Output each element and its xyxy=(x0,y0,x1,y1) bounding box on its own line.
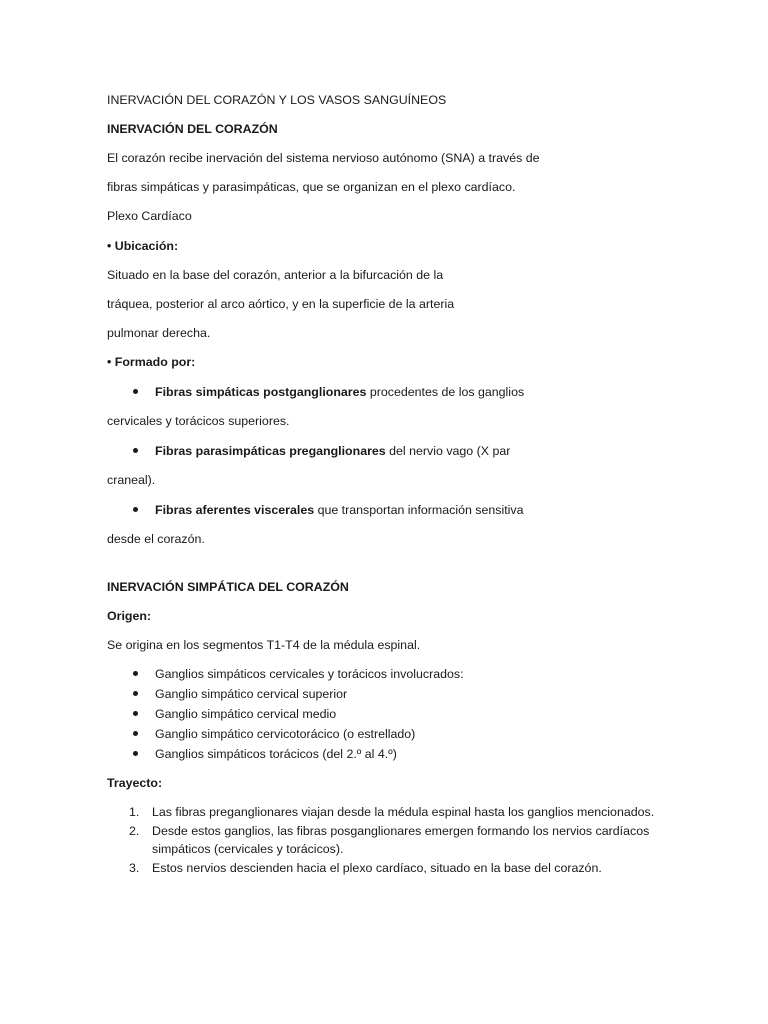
bullet-dot xyxy=(133,751,138,756)
ubicacion-line-1: Situado en la base del corazón, anterior a la bifurcación de la xyxy=(107,268,444,282)
origen-label: Origen: xyxy=(107,609,152,623)
step-number: 1. xyxy=(129,805,140,819)
ubicacion-line-3: pulmonar derecha. xyxy=(107,326,211,340)
intro-line-1: El corazón recibe inervación del sistema nervioso autónomo (SNA) a través de xyxy=(107,151,540,165)
item-continuation: desde el corazón. xyxy=(107,532,205,546)
bullet-dot xyxy=(133,507,138,512)
list-item: Ganglios simpáticos torácicos (del 2.º al 4.º) xyxy=(155,747,397,761)
section-heading-simpatica: INERVACIÓN SIMPÁTICA DEL CORAZÓN xyxy=(107,580,349,594)
list-item xyxy=(155,443,510,459)
bullet-dot xyxy=(133,731,138,736)
item-continuation: craneal). xyxy=(107,473,156,487)
step-text: Estos nervios descienden hacia el plexo cardíaco, situado en la base del corazón. xyxy=(152,861,602,875)
bullet-dot xyxy=(133,711,138,716)
list-item: Ganglio simpático cervical medio xyxy=(155,707,337,721)
bullet-dot xyxy=(133,389,138,394)
item-bold-text: Fibras aferentes viscerales xyxy=(155,503,315,517)
formado-label: • Formado por: xyxy=(107,355,196,369)
list-item: Ganglios simpáticos cervicales y torácicos involucrados: xyxy=(155,667,464,681)
item-text: procedentes de los ganglios xyxy=(366,385,525,399)
step-text-continuation: simpáticos (cervicales y torácicos). xyxy=(152,842,344,856)
list-item xyxy=(155,502,524,518)
list-item: Ganglio simpático cervicotorácico (o estrellado) xyxy=(155,727,416,741)
bullet-dot xyxy=(133,448,138,453)
ubicacion-line-2: tráquea, posterior al arco aórtico, y en la superficie de la arteria xyxy=(107,297,455,311)
step-number: 3. xyxy=(129,861,140,875)
list-item: Ganglio simpático cervical superior xyxy=(155,687,348,701)
trayecto-label: Trayecto: xyxy=(107,776,163,790)
intro-line-2: fibras simpáticas y parasimpáticas, que se organizan en el plexo cardíaco. xyxy=(107,180,516,194)
origen-text: Se origina en los segmentos T1-T4 de la médula espinal. xyxy=(107,638,421,652)
item-bold-text: Fibras simpáticas postganglionares xyxy=(155,385,367,399)
bullet-dot xyxy=(133,691,138,696)
item-text: que transportan información sensitiva xyxy=(314,503,524,517)
item-text: del nervio vago (X par xyxy=(385,444,511,458)
bullet-dot xyxy=(133,671,138,676)
step-text: Desde estos ganglios, las fibras posganglionares emergen formando los nervios cardíacos xyxy=(152,824,650,838)
step-text: Las fibras preganglionares viajan desde la médula espinal hasta los ganglios mencionados. xyxy=(152,805,655,819)
step-number: 2. xyxy=(129,824,140,838)
document-title: INERVACIÓN DEL CORAZÓN Y LOS VASOS SANGUÍNEOS xyxy=(107,93,447,107)
list-item xyxy=(155,384,524,400)
ubicacion-label: • Ubicación: xyxy=(107,239,179,253)
item-continuation: cervicales y torácicos superiores. xyxy=(107,414,290,428)
item-bold-text: Fibras parasimpáticas preganglionares xyxy=(155,444,386,458)
section-heading-inervacion: INERVACIÓN DEL CORAZÓN xyxy=(107,122,278,136)
subheading-plexo: Plexo Cardíaco xyxy=(107,209,192,223)
